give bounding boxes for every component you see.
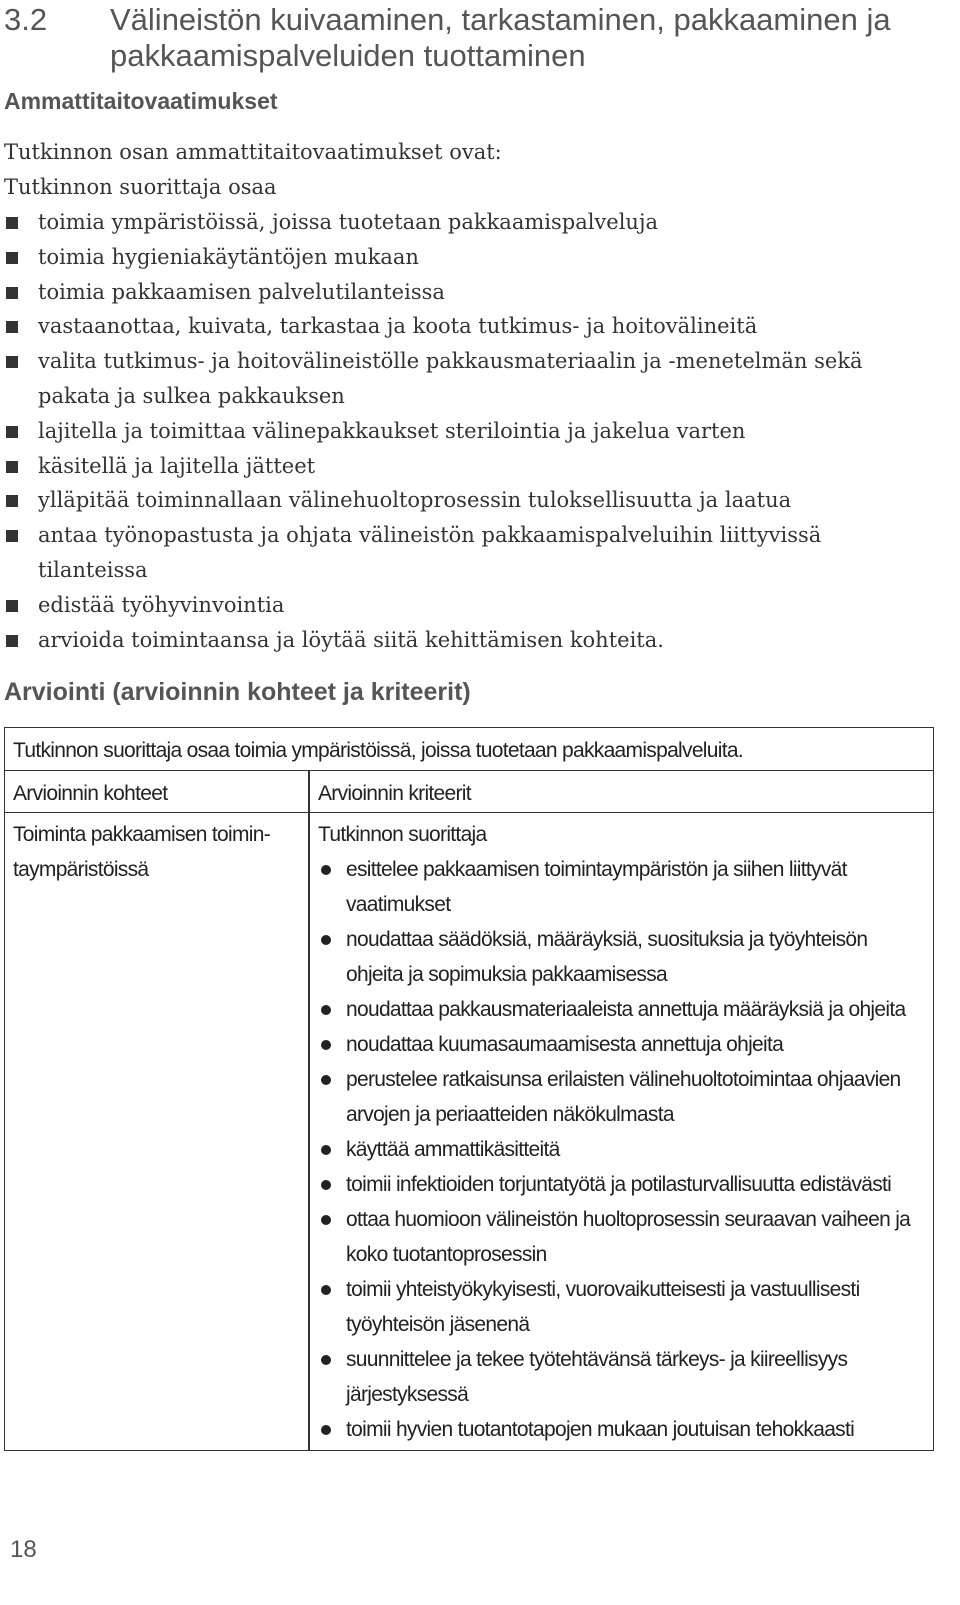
list-item: arvioida toimintaansa ja löytää siitä kehittämisen kohteita. (4, 623, 934, 658)
square-bullet-icon (6, 461, 18, 473)
list-item: lajitella ja toimittaa välinepakkaukset sterilointia ja jakelua varten (4, 414, 934, 449)
list-item: toimii infektioiden torjuntatyötä ja potilasturvallisuutta edistävästi (318, 1167, 918, 1202)
square-bullet-icon (6, 217, 18, 229)
list-item: toimii yhteistyökykyisesti, vuorovaikutteisesti ja vastuullisesti työyhteisön jäsenenä (318, 1272, 918, 1342)
page-number: 18 (10, 1536, 37, 1563)
table-top-text: Tutkinnon suorittaja osaa toimia ympäristöissä, joissa tuotetaan pakkaamispalveluita. (13, 739, 743, 762)
list-item: valita tutkimus- ja hoitovälineistölle pakkausmateriaalin ja -menetelmän sekä pakata ja sulkea pakkauksen (4, 344, 934, 414)
column-divider (308, 770, 310, 1451)
skill-list (4, 205, 934, 657)
intro (4, 135, 502, 205)
square-bullet-icon (6, 600, 18, 612)
round-bullet-icon (321, 1180, 331, 1190)
list-item: vastaanottaa, kuivata, tarkastaa ja koota tutkimus- ja hoitovälineitä (4, 309, 934, 344)
criteria-lead: Tutkinnon suorittaja (318, 823, 487, 846)
square-bullet-icon (6, 356, 18, 368)
intro-line-1: Tutkinnon osan ammattitaitovaatimukset ovat: (4, 140, 502, 164)
criteria-table (4, 727, 934, 1451)
assessment-target: Toiminta pakkaamisen toimin-taympäristöissä (13, 823, 271, 881)
list-item: ylläpitää toiminnallaan välinehuoltoprosessin tuloksellisuutta ja laatua (4, 483, 934, 518)
list-item: toimia ympäristöissä, joissa tuotetaan pakkaamispalveluja (4, 205, 934, 240)
list-item: antaa työnopastusta ja ohjata välineistön pakkaamispalveluihin liittyvissä tilanteissa (4, 518, 934, 588)
round-bullet-icon (321, 1040, 331, 1050)
round-bullet-icon (321, 1005, 331, 1015)
list-item: käsitellä ja lajitella jätteet (4, 449, 934, 484)
list-item: esittelee pakkaamisen toimintaympäristön ja siihen liittyvät vaatimukset (318, 852, 918, 922)
list-item: perustelee ratkaisunsa erilaisten välinehuoltotoimintaa ohjaavien arvojen ja periaatteiden näkökulmasta (318, 1062, 918, 1132)
square-bullet-icon (6, 635, 18, 647)
round-bullet-icon (321, 1075, 331, 1085)
column-header-targets: Arvioinnin kohteet (13, 782, 168, 805)
assessment-heading: Arviointi (arvioinnin kohteet ja kriteerit) (4, 678, 471, 706)
intro-line-2: Tutkinnon suorittaja osaa (4, 174, 277, 199)
round-bullet-icon (321, 865, 331, 875)
section-title: Välineistön kuivaaminen, tarkastaminen, pakkaaminen ja pakkaamispalveluiden tuottaminen (110, 2, 891, 73)
list-item: noudattaa kuumasaumaamisesta annettuja ohjeita (318, 1027, 918, 1062)
section-number: 3.2 (4, 2, 48, 37)
list-item: edistää työhyvinvointia (4, 588, 934, 623)
list-item: toimia pakkaamisen palvelutilanteissa (4, 275, 934, 310)
list-item: suunnittelee ja tekee työtehtävänsä tärkeys- ja kiireellisyys järjestyksessä (318, 1342, 918, 1412)
round-bullet-icon (321, 935, 331, 945)
list-item: käyttää ammattikäsitteitä (318, 1132, 918, 1167)
round-bullet-icon (321, 1355, 331, 1365)
square-bullet-icon (6, 252, 18, 264)
list-item: ottaa huomioon välineistön huoltoprosessin seuraavan vaiheen ja koko tuotantoprosessin (318, 1202, 918, 1272)
subheading: Ammattitaitovaatimukset (4, 88, 278, 114)
list-item: noudattaa pakkausmateriaaleista annettuja määräyksiä ja ohjeita (318, 992, 918, 1027)
list-item: noudattaa säädöksiä, määräyksiä, suosituksia ja työyhteisön ohjeita ja sopimuksia pakkaamisessa (318, 922, 918, 992)
criteria-list (318, 852, 918, 1447)
round-bullet-icon (321, 1145, 331, 1155)
column-header-criteria: Arvioinnin kriteerit (318, 782, 471, 805)
square-bullet-icon (6, 321, 18, 333)
square-bullet-icon (6, 530, 18, 542)
round-bullet-icon (321, 1215, 331, 1225)
round-bullet-icon (321, 1285, 331, 1295)
round-bullet-icon (321, 1425, 331, 1435)
square-bullet-icon (6, 426, 18, 438)
square-bullet-icon (6, 495, 18, 507)
list-item: toimii hyvien tuotantotapojen mukaan joutuisan tehokkaasti (318, 1412, 918, 1447)
square-bullet-icon (6, 287, 18, 299)
list-item: toimia hygieniakäytäntöjen mukaan (4, 240, 934, 275)
